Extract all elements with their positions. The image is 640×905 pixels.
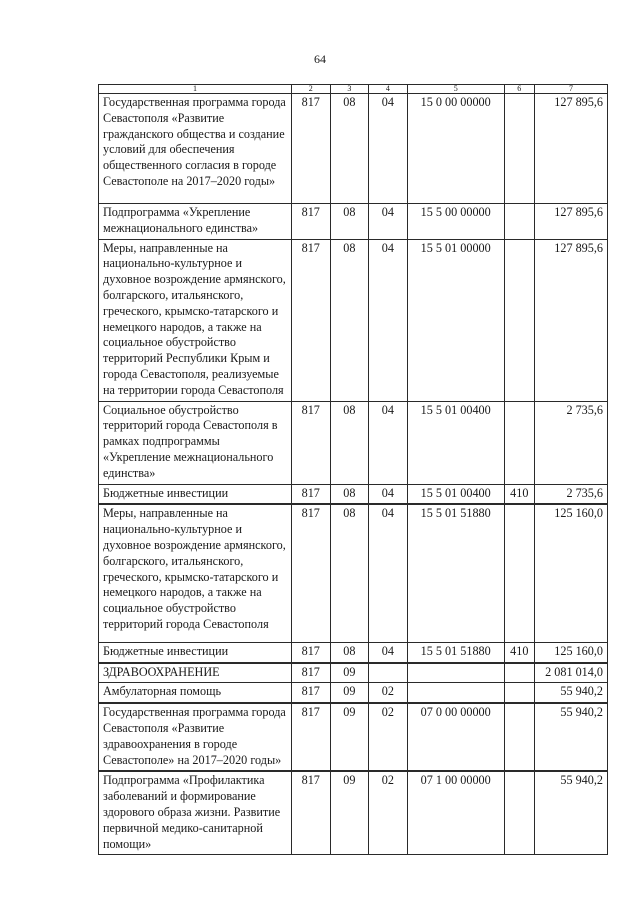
row-target-code: 15 5 01 00400	[407, 484, 504, 504]
row-subsection: 04	[369, 642, 408, 662]
row-subsection: 02	[369, 771, 408, 854]
table-row	[99, 663, 608, 683]
page-number: 64	[314, 52, 326, 66]
row-expense-type	[504, 771, 534, 854]
table-row	[99, 642, 608, 662]
row-subsection: 04	[369, 484, 408, 504]
row-sum: 125 160,0	[534, 504, 607, 642]
row-name: Государственная программа города Севастополя «Развитие гражданского общества и создание условий для обеспечения общественного согласия в городе Севастополе на 2017–2020 годы»	[99, 94, 292, 204]
row-target-code: 15 5 00 00000	[407, 204, 504, 240]
table-row	[99, 771, 608, 854]
row-subsection: 04	[369, 239, 408, 401]
row-expense-type	[504, 663, 534, 683]
row-section: 08	[330, 239, 369, 401]
table-row	[99, 484, 608, 504]
row-section: 09	[330, 683, 369, 703]
row-section: 08	[330, 504, 369, 642]
row-name: Государственная программа города Севастополя «Развитие здравоохранения в городе Севастополе» на 2017–2020 годы»	[99, 703, 292, 771]
row-target-code: 15 5 01 00000	[407, 239, 504, 401]
row-target-code	[407, 683, 504, 703]
row-name: ЗДРАВООХРАНЕНИЕ	[99, 663, 292, 683]
table-row	[99, 204, 608, 240]
column-header: 4	[369, 85, 408, 94]
row-ved: 817	[291, 94, 330, 204]
row-target-code	[407, 663, 504, 683]
row-name: Подпрограмма «Профилактика заболеваний и формирование здорового образа жизни. Развитие первичной медико-санитарной помощи»	[99, 771, 292, 854]
row-ved: 817	[291, 484, 330, 504]
row-sum: 55 940,2	[534, 683, 607, 703]
column-header: 6	[504, 85, 534, 94]
budget-table	[98, 84, 608, 855]
row-ved: 817	[291, 771, 330, 854]
row-subsection	[369, 663, 408, 683]
row-sum: 55 940,2	[534, 703, 607, 771]
row-name: Амбулаторная помощь	[99, 683, 292, 703]
table-row	[99, 504, 608, 642]
row-sum: 2 081 014,0	[534, 663, 607, 683]
row-section: 09	[330, 703, 369, 771]
table-row	[99, 703, 608, 771]
row-ved: 817	[291, 642, 330, 662]
row-name: Бюджетные инвестиции	[99, 484, 292, 504]
row-section: 08	[330, 94, 369, 204]
column-header: 2	[291, 85, 330, 94]
row-section: 08	[330, 484, 369, 504]
row-ved: 817	[291, 683, 330, 703]
row-expense-type: 410	[504, 484, 534, 504]
row-target-code: 07 0 00 00000	[407, 703, 504, 771]
row-target-code: 15 0 00 00000	[407, 94, 504, 204]
column-header: 5	[407, 85, 504, 94]
row-expense-type	[504, 683, 534, 703]
column-number-header	[99, 85, 608, 94]
row-sum: 55 940,2	[534, 771, 607, 854]
row-name: Меры, направленные на национально-культурное и духовное возрождение армянского, болгарского, итальянского, греческого, крымско-татарского и немецкого народов, а также на социальное обустройство территорий города Севастополя	[99, 504, 292, 642]
table-row	[99, 401, 608, 484]
table-row	[99, 239, 608, 401]
row-section: 08	[330, 642, 369, 662]
row-section: 09	[330, 663, 369, 683]
row-subsection: 04	[369, 204, 408, 240]
row-ved: 817	[291, 663, 330, 683]
row-sum: 127 895,6	[534, 239, 607, 401]
table-row	[99, 683, 608, 703]
row-subsection: 04	[369, 401, 408, 484]
row-name: Социальное обустройство территорий города Севастополя в рамках подпрограммы «Укрепление межнационального единства»	[99, 401, 292, 484]
row-subsection: 02	[369, 683, 408, 703]
row-subsection: 04	[369, 504, 408, 642]
row-sum: 2 735,6	[534, 401, 607, 484]
row-expense-type: 410	[504, 642, 534, 662]
row-expense-type	[504, 94, 534, 204]
row-expense-type	[504, 204, 534, 240]
row-subsection: 04	[369, 94, 408, 204]
row-name: Подпрограмма «Укрепление межнационального единства»	[99, 204, 292, 240]
row-sum: 127 895,6	[534, 94, 607, 204]
row-ved: 817	[291, 204, 330, 240]
column-header: 1	[99, 85, 292, 94]
row-expense-type	[504, 239, 534, 401]
row-ved: 817	[291, 703, 330, 771]
row-sum: 2 735,6	[534, 484, 607, 504]
row-sum: 125 160,0	[534, 642, 607, 662]
row-target-code: 15 5 01 00400	[407, 401, 504, 484]
row-target-code: 15 5 01 51880	[407, 504, 504, 642]
column-header: 3	[330, 85, 369, 94]
row-expense-type	[504, 401, 534, 484]
row-sum: 127 895,6	[534, 204, 607, 240]
row-section: 08	[330, 204, 369, 240]
row-expense-type	[504, 703, 534, 771]
column-header: 7	[534, 85, 607, 94]
row-section: 08	[330, 401, 369, 484]
row-name: Бюджетные инвестиции	[99, 642, 292, 662]
row-target-code: 15 5 01 51880	[407, 642, 504, 662]
row-name: Меры, направленные на национально-культурное и духовное возрождение армянского, болгарского, итальянского, греческого, крымско-татарского и немецкого народов, а также на социальное обустройство территорий Республики Крым и города Севастополя, реализуемые на территории города Севастополя	[99, 239, 292, 401]
row-ved: 817	[291, 239, 330, 401]
row-ved: 817	[291, 401, 330, 484]
row-target-code: 07 1 00 00000	[407, 771, 504, 854]
row-subsection: 02	[369, 703, 408, 771]
row-section: 09	[330, 771, 369, 854]
table-row	[99, 94, 608, 204]
row-expense-type	[504, 504, 534, 642]
row-ved: 817	[291, 504, 330, 642]
